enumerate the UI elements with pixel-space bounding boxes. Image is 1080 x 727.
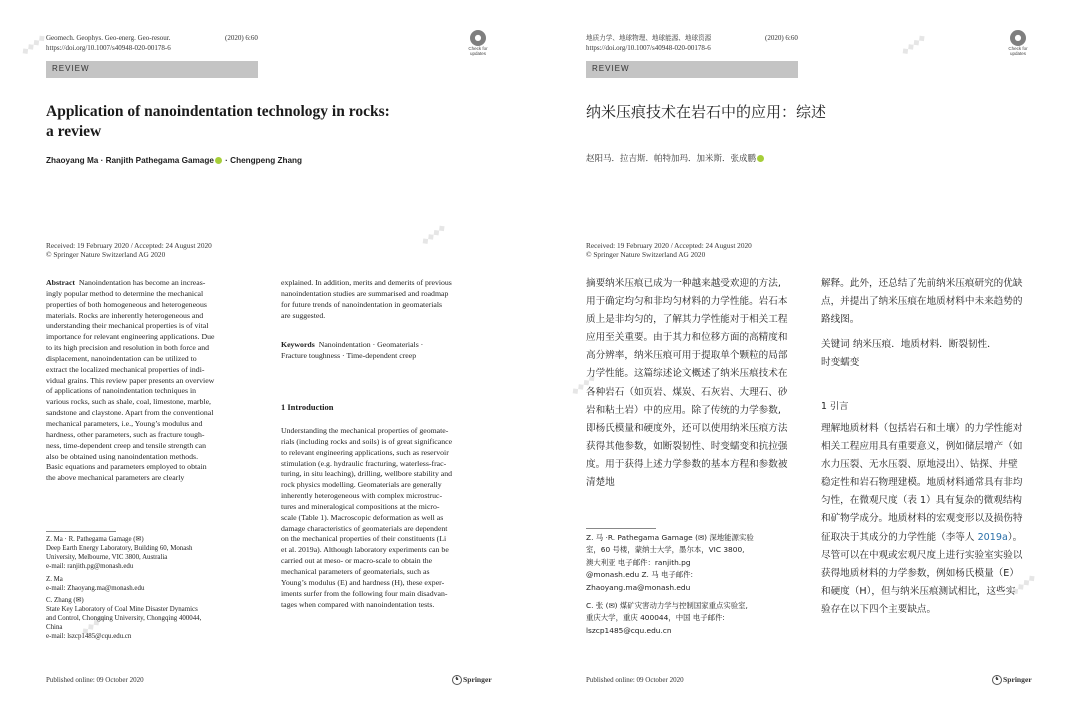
keywords: Keywords Nanoindentation · Geomaterials · Fracture toughness · Time-dependent creep xyxy=(281,340,424,360)
author-list: 赵阳马．拉吉斯．帕特加玛．加米斯．张成鹏 xyxy=(586,152,765,164)
chinese-page xyxy=(540,0,1080,727)
watermark: ◆◆◆◆ xyxy=(899,32,928,58)
watermark: ◆◆◆◆ xyxy=(419,222,448,248)
received-date: Received: 19 February 2020 / Accepted: 24 August 2020 xyxy=(46,241,212,250)
journal-name: Geomech. Geophys. Geo-energ. Geo-resour. xyxy=(46,34,171,42)
springer-horse-icon: ♞ xyxy=(452,675,462,685)
section-heading-introduction: 1 引言 xyxy=(821,401,849,412)
article-title: Application of nanoindentation technology in rocks: a review xyxy=(46,103,390,140)
watermark: ◆◆◆◆ xyxy=(569,372,598,398)
footnote-rule xyxy=(46,531,116,532)
abstract-continued: 解释。此外，还总结了先前纳米压痕研究的优缺 点，并提出了纳米压痕在地质材料中未来趋势的 路线图。 xyxy=(821,278,1023,326)
affiliation-block: Z. 马 ·R. Pathegama Gamage (✉) 深地能源实验 室，60 号楼，蒙纳士大学，墨尔本，VIC 3800, 澳大利亚 电子邮件：ranjith.pg @monash.edu Z. 马 电子邮件: Zhaoyang.ma@monash.edu C. 张 (✉) 煤矿灾害动力学与控制国家重点实验室, 重庆大学，重庆 400044，中国 电子邮件: lszcp1485@cqu.edu.cn xyxy=(586,533,754,635)
springer-horse-icon: ♞ xyxy=(992,675,1002,685)
published-online: Published online: 09 October 2020 xyxy=(46,676,144,684)
section-banner: REVIEW xyxy=(46,61,258,78)
watermark: ◆◆◆◆ xyxy=(19,32,48,58)
introduction-text: Understanding the mechanical properties of geomate- rials (including rocks and soils) is of great significance to relevant engineering applications, such as reservoir stimulation (e.g. hydraulic fracturing, waterless-frac- turing, in situ leaching), drilling, wellbore stability and rock physics modelling. Geomaterials are generally inherently heterogeneous with complex microstruc- tures and mineralogical compositions at the micro- scale (Table 1). Macroscopic deformation as well as damage characteristics of geomaterials are dependent on the mechanical properties of their constituents (Li et al. 2019a). Although laboratory experiments can be carried out at meso- or macro-scale to obtain the mechanical parameters of geomaterials, such as Young’s modulus (E) and hardness (H), these exper- iments surfer from the following four main disadvan- tages when compared with nanoindentation tests. xyxy=(281,426,453,609)
article-year-id: (2020) 6:60 xyxy=(765,34,798,42)
copyright: © Springer Nature Switzerland AG 2020 xyxy=(46,250,166,259)
author-list: Zhaoyang Ma · Ranjith Pathegama Gamage · Chengpeng Zhang xyxy=(46,156,303,165)
orcid-icon[interactable] xyxy=(757,155,764,162)
doi-link[interactable]: https://doi.org/10.1007/s40948-020-00178-6 xyxy=(46,44,171,52)
abstract: Abstract Nanoindentation has become an increas- ingly popular method to determine the mechanical properties of both homogeneous and heterogeneous materials. Rocks are inherently heterogeneous and understanding their mechanical properties is of vital importance for relevant engineering applications. Due to its high precision and resolution in both force and displacement, nanoindentation can be utilized to extract the localized mechanical properties of indi- vidual grains. This review paper presents an overview of applications of nanoindentation techniques in various rocks, such as shale, coal, limestone, marble, sandstone and claystone. Apart from the conventional mechanical parameters, i.e., Young’s modulus and hardness, other parameters, such as fracture tough- ness, time-dependent creep and tensile strength can also be obtained using nanoindentation methods. Basic equations and parameters employed to obtain the above mechanical parameters are clearly xyxy=(46,278,215,483)
orcid-icon[interactable] xyxy=(215,157,222,164)
introduction-text: 理解地质材料（包括岩石和土壤）的力学性能对 相关工程应用具有重要意义，例如储层增产（如 水力压裂、无水压裂、原地浸出）、钻探、井壁 稳定性和岩石物理建模。地质材料通常具有非均 匀性，在微观尺度（表 1）具有复杂的微观结构 和矿物学成分。地质材料的宏观变形以及损伤特 征取决于其成分的力学性能（李等人 2019a）。 尽管可以在中观或宏观尺度上进行实验室实验以 获得地质材料的力学参数，例如杨氏模量（E） 和硬度（H），但与纳米压痕测试相比，这些实 验存在以下四个主要缺点。 xyxy=(821,423,1023,615)
springer-logo: ♞ Springer xyxy=(992,675,1032,685)
check-updates-icon: ● xyxy=(470,30,486,46)
received-date: Received: 19 February 2020 / Accepted: 24 August 2020 xyxy=(586,241,752,250)
springer-logo: ♞ Springer xyxy=(452,675,492,685)
section-banner: REVIEW xyxy=(586,61,798,78)
doi-link[interactable]: https://doi.org/10.1007/s40948-020-00178-6 xyxy=(586,44,711,52)
check-updates-icon: ● xyxy=(1010,30,1026,46)
watermark: ◆◆◆◆ xyxy=(79,612,108,638)
article-title: 纳米压痕技术在岩石中的应用：综述 xyxy=(586,103,827,121)
copyright: © Springer Nature Switzerland AG 2020 xyxy=(586,250,706,259)
published-online: Published online: 09 October 2020 xyxy=(586,676,684,684)
check-for-updates-badge[interactable]: ● Check for updates xyxy=(1006,30,1030,56)
keywords: 关键词 纳米压痕．地质材料．断裂韧性． 时变蠕变 xyxy=(821,339,997,369)
abstract-continued: explained. In addition, merits and demerits of previous nanoindentation studies are summarised and roadmap for future trends of nanoindentation in geomaterials are suggested. xyxy=(281,278,452,320)
affiliation-block: Z. Ma · R. Pathegama Gamage (✉) Deep Earth Energy Laboratory, Building 60, Monash University, Melbourne, VIC 3800, Australia e-mail: ranjith.pg@monash.edu Z. Ma e-mail: Zhaoyang.ma@monash.edu C. Zhang (✉) State Key Laboratory of Coal Mine Disaster Dynamics and Control, Chongqing University, Chongqing 400044, China e-mail: lszcp1485@cqu.edu.cn xyxy=(46,536,202,641)
abstract: 摘要纳米压痕已成为一种越来越受欢迎的方法, 用于确定均匀和非均匀材料的力学性能。岩石本 质上是非均匀的，了解其力学性能对于相关工程 应用至关重要。由于其力和位移方面的高精度和 高分辨率，纳米压痕可用于提取单个颗粒的局部 力学性能。这篇综述论文概述了纳米压痕技术在 各种岩石（如页岩、煤炭、石灰岩、大理石、砂 岩和粘土岩）中的应用。除了传统的力学参数, 即杨氏模量和硬度外，还可以使用纳米压痕方法 获得其他参数，如断裂韧性、时变蠕变和抗拉强 度。用于获得上述力学参数的基本方程和参数被 清楚地 xyxy=(586,278,788,489)
article-year-id: (2020) 6:60 xyxy=(225,34,258,42)
section-heading-introduction: 1 Introduction xyxy=(281,402,334,412)
footnote-rule xyxy=(586,528,656,529)
citation-link[interactable]: 2019a xyxy=(977,531,1008,543)
watermark: ◆◆◆◆ xyxy=(1009,572,1038,598)
check-for-updates-badge[interactable]: ● Check for updates xyxy=(466,30,490,56)
journal-name: 地质力学、地球物理、地球能源、地球资源 xyxy=(586,34,712,42)
